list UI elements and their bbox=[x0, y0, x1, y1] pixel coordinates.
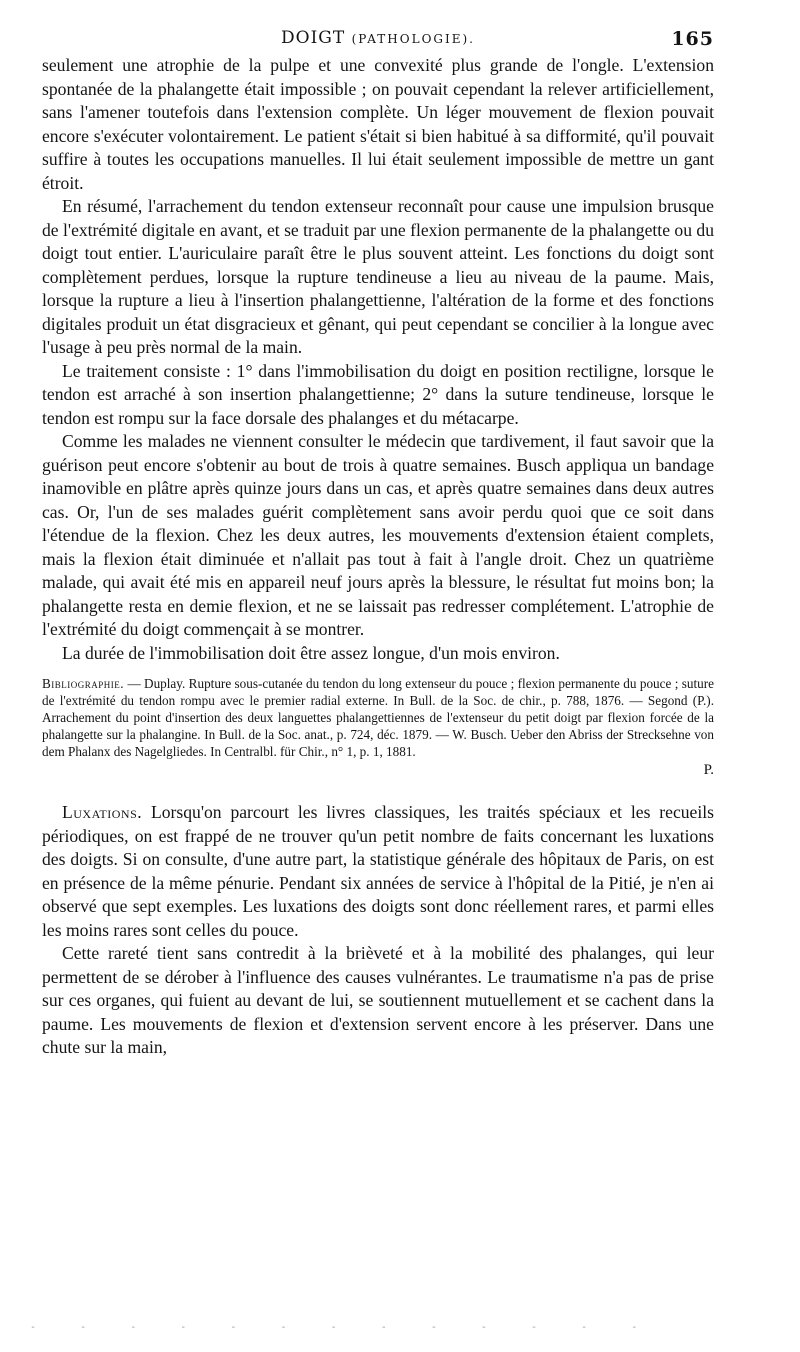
luxations-intro-text: Lorsqu'on parcourt les livres classiques, les traités spéciaux et les recueils périodiques, on est frappé de ne trouver qu'un petit nombre de faits concernant les luxations des doigts. Si on consulte, d'une autre part, la statistique générale des hôpitaux de Paris, on est en présence de la même pénurie. Pendant six années de service à l'hôpital de la Pitié, je n'en ai observé que sept exemples. Les luxations des doigts sont donc réellement rares, et parmi elles les moins rares sont celles du pouce. bbox=[42, 802, 714, 940]
running-title-main: DOIGT bbox=[281, 28, 346, 48]
paragraph-duree: La durée de l'immobilisation doit être assez longue, d'un mois environ. bbox=[62, 642, 560, 663]
bibliography-label: Bibliographie. bbox=[42, 676, 125, 691]
paragraph-continuation: seulement une atrophie de la pulpe et une convexité plus grande de l'ongle. L'extension spontanée de la phalangette était impossible ; on pouvait cependant la relever artificiellement, sans l'amener toutefois dans l'extension complète. Un léger mouvement de flexion pouvait encore s'exécuter volontairement. Le patient s'était si bien habitué à sa difformité, qu'il pouvait suffire à toutes les occupations manuelles. Il lui était seulement impossible de mettre un gant étroit. bbox=[42, 55, 714, 193]
paragraph-traitement: Le traitement consiste : 1° dans l'immobilisation du doigt en position rectiligne, lorsque le tendon est arraché à son insertion phalangettienne; 2° dans la suture tendineuse, lorsque le tendon est rompu sur la face dorsale des phalanges et du métacarpe. bbox=[42, 360, 714, 428]
paragraph-luxations-intro bbox=[42, 801, 714, 942]
running-header bbox=[42, 24, 714, 54]
page-edge-specks: - - - - - - - - - - - - - bbox=[30, 1322, 642, 1333]
author-signature: P. bbox=[703, 762, 714, 778]
page-number: 165 bbox=[671, 28, 714, 50]
bibliography-text: — Duplay. Rupture sous-cutanée du tendon du long extenseur du pouce ; flexion permanente du pouce ; suture de l'extrémité du tendon rompu avec le premier radial externe. In Bull. de la Soc. de chir., p. 788, 1876. — Segond (P.). Arrachement du point d'insertion des deux languettes phalangettiennes de l'extenseur du petit doigt par flexion forcée de la phalangette sur la phalangine. In Bull. de la Soc. anat., p. 724, déc. 1879. — W. Busch. Ueber den Abriss der Strecksehne von dem Phalanx des Nagelgliedes. In Centralbl. für Chir., n° 1, p. 1, 1881. bbox=[42, 676, 714, 759]
running-title bbox=[42, 28, 714, 48]
bibliography bbox=[42, 675, 714, 760]
paragraph-resume: En résumé, l'arrachement du tendon extenseur reconnaît pour cause une impulsion brusque de l'extrémité digitale en avant, et se traduit par une flexion permanente de la phalangette ou du doigt tout entier. L'auriculaire paraît être le plus souvent atteint. Les fonctions du doigt sont complètement perdues, lorsque la rupture tendineuse a lieu au niveau de la paume. Mais, lorsque la rupture a lieu à l'insertion phalangettienne, l'altération de la forme et des fonctions digitales produit un état disgracieux et gênant, qui peut cependant se concilier à la longue avec l'usage à peu près normal de la main. bbox=[42, 196, 714, 357]
running-title-sub: (PATHOLOGIE). bbox=[351, 32, 475, 46]
paragraph-rarete: Cette rareté tient sans contredit à la brièveté et à la mobilité des phalanges, qui leur permettent de se dérober à l'influence des causes vulnérantes. Le traumatisme n'a pas de prise sur ces organes, qui fuient au devant de lui, se soutiennent mutuellement et se cachent dans la paume. Les mouvements de flexion et d'extension servent encore à les préserver. Dans une chute sur la main, bbox=[42, 943, 714, 1057]
book-page bbox=[42, 24, 714, 1060]
paragraph-busch: Comme les malades ne viennent consulter le médecin que tardivement, il faut savoir que la guérison peut encore s'obtenir au bout de trois à quatre semaines. Busch appliqua un bandage inamovible en plâtre après quinze jours dans un cas, et après quatre semaines dans deux autres cas. Or, l'un de ses malades guérit complètement sans avoir perdu quoi que ce soit dans l'étendue de la flexion. Chez les deux autres, les mouvements d'extension étaient complets, mais la flexion était diminuée et n'allait pas tout à fait à l'angle droit. Chez un quatrième malade, qui avait été mis en appareil neuf jours après la blessure, le résultat fut moins bon; la phalangette resta en demie flexion, et ne se laissait pas redresser complétement. L'atrophie de l'extrémité du doigt commençait à se montrer. bbox=[42, 431, 714, 639]
luxations-heading: Luxations. bbox=[62, 802, 143, 822]
